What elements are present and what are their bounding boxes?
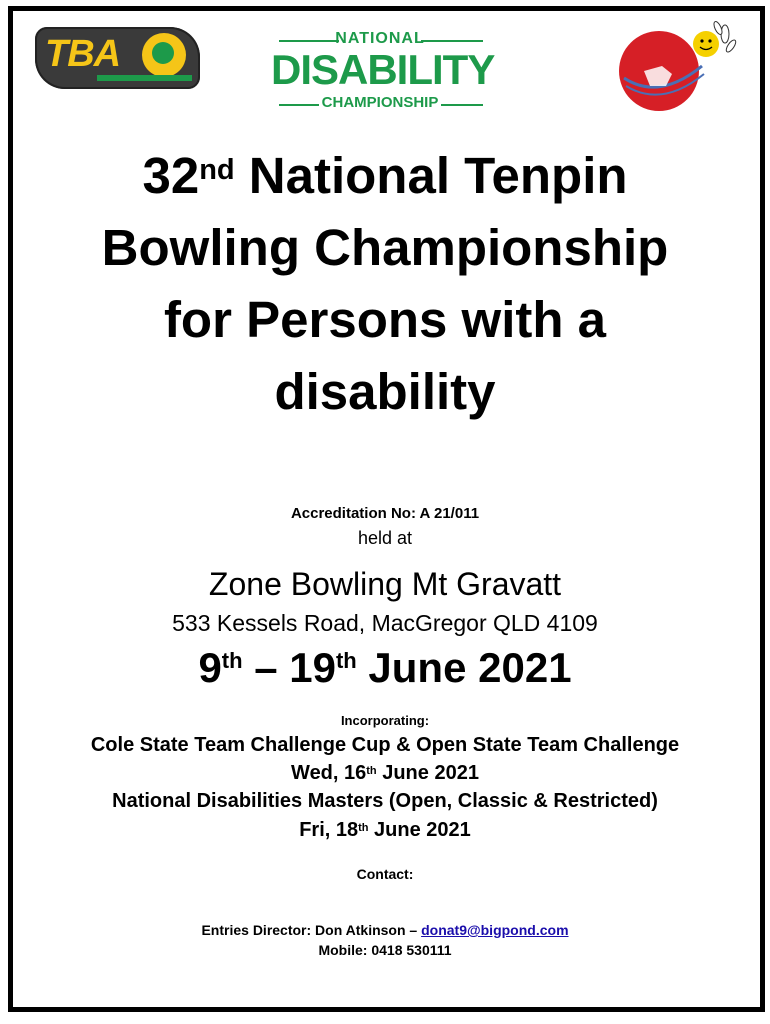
tba-logo (35, 27, 200, 89)
title-ordinal: nd (199, 154, 235, 186)
ndc-logo (271, 30, 495, 118)
ndc-logo-disability: DISABILITY (271, 46, 495, 93)
venue-name: Zone Bowling Mt Gravatt (208, 566, 562, 602)
event-1-date-month: June 2021 (376, 762, 479, 784)
event-1-date-day: Wed, 16 (291, 762, 367, 784)
email-link[interactable]: donat9@bigpond.com (421, 922, 569, 938)
event-dates (14, 644, 756, 692)
ndc-logo-national: NATIONAL (335, 30, 425, 47)
entries-director-label: Entries Director: Don Atkinson – (201, 922, 422, 938)
page-title (24, 140, 746, 428)
accreditation-number: Accreditation No: A 21/011 (290, 505, 480, 522)
tba-logo-text: TBA (45, 33, 121, 75)
incorporating-label: Incorporating: (340, 713, 430, 728)
date-end: – 19 (242, 644, 336, 691)
date-start: 9 (198, 644, 222, 691)
ndc-logo-championship: CHAMPIONSHIP (321, 94, 439, 111)
date-month-year: June 2021 (356, 644, 572, 691)
event-2-name: National Disabilities Masters (Open, Classic & Restricted) (112, 790, 658, 812)
event-2-date-month: June 2021 (368, 819, 471, 841)
event-1-name: Cole State Team Challenge Cup & Open State Team Challenge (90, 734, 680, 756)
date-start-ordinal: th (221, 648, 243, 673)
title-line-1 (24, 140, 746, 212)
title-line-2: Bowling Championship (101, 219, 669, 276)
event-2-date-day: Fri, 18 (299, 819, 359, 841)
title-line-1-text: National Tenpin (234, 147, 628, 204)
tba-logo-stripe (97, 75, 192, 81)
adt-logo-emblem (604, 16, 739, 120)
title-number: 32 (142, 147, 200, 204)
contact-label: Contact: (356, 866, 414, 882)
event-1-date (14, 762, 756, 785)
mobile-number: Mobile: 0418 530111 (318, 942, 452, 958)
bowling-ball-icon (142, 33, 186, 77)
title-line-4: disability (274, 363, 496, 420)
adt-logo (604, 16, 739, 120)
bowling-pin-icon (721, 25, 729, 43)
event-2-date-ordinal: th (358, 822, 369, 834)
event-1-date-ordinal: th (366, 765, 377, 777)
smiley-ball-icon (693, 31, 719, 57)
title-line-3: for Persons with a (163, 291, 607, 348)
entries-director (14, 922, 756, 938)
held-at-label: held at (357, 528, 413, 548)
venue-address: 533 Kessels Road, MacGregor QLD 4109 (172, 610, 598, 636)
event-2-date (14, 819, 756, 842)
date-end-ordinal: th (335, 648, 357, 673)
